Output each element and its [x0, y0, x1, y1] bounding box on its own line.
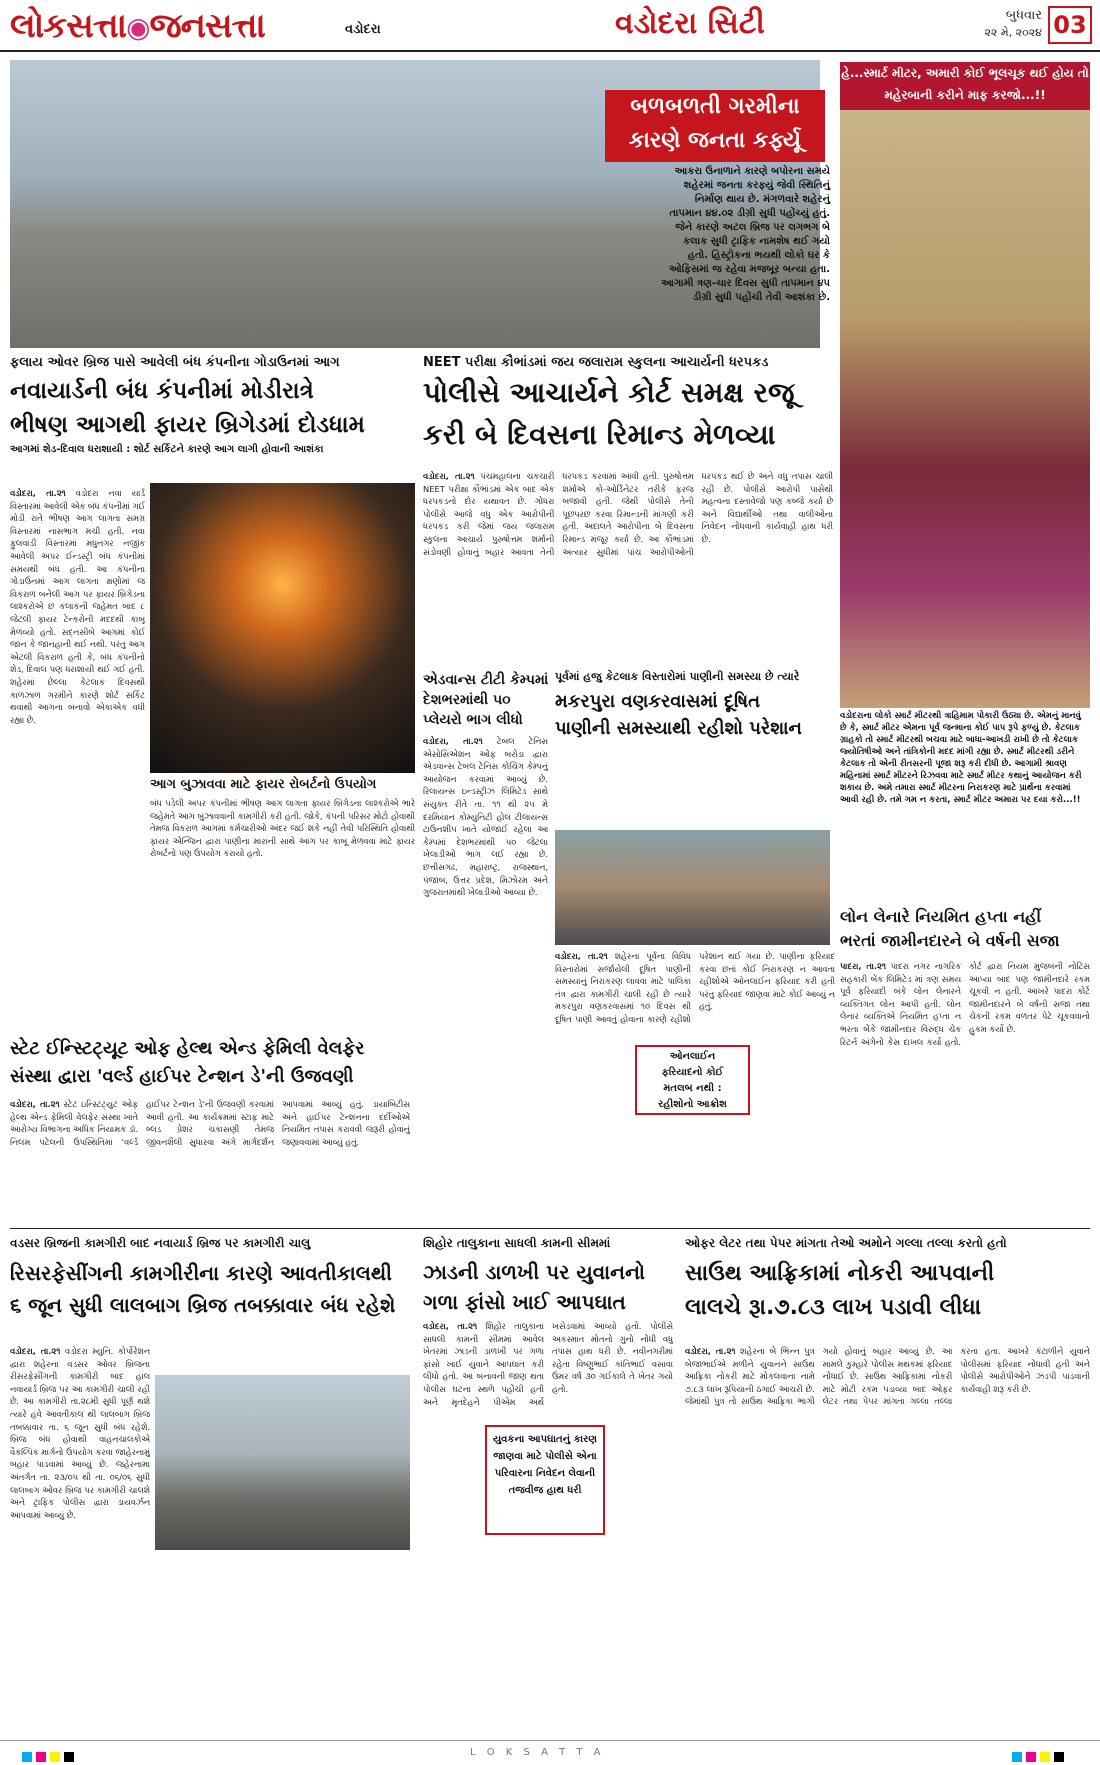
tt-headline: એડવાન્સ ટીટી કેમ્પમાં દેશભરમાંથી ૫૦ પ્લેયરો ભાગ લીધો [423, 672, 549, 728]
health-headline: સ્ટેટ ઈન્સ્ટિટ્યૂટ ઓફ હેલ્થ એન્ડ ફેમિલી વેલફેર સંસ્થા દ્વારા 'વર્લ્ડ હાઈપર ટેન્શન ડે'ની ઉજવણી [10, 1038, 365, 1087]
pin-icon: ◉ [126, 11, 150, 44]
water-headline: મકરપુરા વણકરવાસમાં દૂષિત પાણીની સમસ્યાથી રહીશો પરેશાન [555, 691, 802, 739]
water-box: ઓનલાઈન ફરિયાદનો કોઈ મતલબ નથી : રહીશોનો આક્રોશ [635, 1045, 750, 1115]
woman-praying-photo [840, 110, 1090, 708]
water-article [555, 670, 835, 742]
color-registration-left [20, 1747, 76, 1765]
issue-date: ૨૨ મે, ૨૦૨૪ [984, 26, 1042, 39]
africa-body: વડોદરા, તા.૨૧ શહેરના બે ભિન્ન પુત્ર બેજાભાઈએ મળીને યુવાનને સાઉથ આફ્રિકા નોકરી માટે મોકલવાના નામે ૭.૮૩ લાખ રૂપિયાની ઠગાઈ આચરી છે. જેમાંથી પુત્ર તો સાઉથ આફ્રિકા ભાગી ગયો હોવાનું બહાર આવ્યું છે. આ મામલે કુમ્હારે પોલીસ મથકમાં ફરિયાદ નોંધાઈ છે. સાઉથ આફ્રિકામાં નોકરી માટે મોટી રકમ પડાવ્યા બાદ ઓફર લેટર તથા પેપર માંગતા ગલ્લા તલ્લા કરતા હતા. આખરે કંટાળીને યુવાને પોલીસમાં ફરિયાદ નોંધાવી હતી અને પોલીસે આરોપીઓને ઝડપી પાડવાની કાર્યવાહી શરૂ કરી છે. [685, 1346, 1090, 1407]
loan-body: પાદરા, તા.૨૧ પાદરા નગર નાગરિક સહકારી બેંક લિમિટેડ માં ત્રણ સમય પૂર્વ ફરિયાદી બંકે લોન લેનારને વ્યક્તિગત લોન આપી હતી. લોન લેનાર વ્યક્તિએ નિયમિત હપ્તા ન ભરતા બેંકે જામીનદાર વિરુદ્ધ ચેક રિટર્ન અંગેનો કેસ દાખલ કર્યો હતો. કોર્ટ દ્વારા નિયમ મુજબની નોટિસ આપ્યા બાદ પણ જામીનદારે રકમ ચૂકવી ન હતી. આખરે પાદરા કોર્ટે જામીનદારને બે વર્ષની સજા તથા ચેકની રકમ વળતર પેટે ચૂકવવાનો હુકમ કર્યો છે. [840, 961, 1090, 1047]
africa-kicker: ઓફર લેટર તથા પેપર માંગતા તેઓ અમોને ગલ્લા તલ્લા કરતો હતો [685, 1236, 1007, 1250]
suicide-body: વડોદરા, તા.૨૧ શિહોર તાલુકાના સાધલી કામની સીમમાં આવેલ ખેતરમાં ઝાડની ડાળખી પર ગળા ફાંસો ખાઈ યુવાને આપઘાત કરી લીધો હતો. આ બનાવની જાણ થતા પોલીસ ઘટના સ્થળે પહોંચી હતી અને મૃતદેહને પીએમ અર્થે ખસેડવામાં આવ્યો હતો. પોલીસે અકસ્માત મોતનો ગુનો નોંધી વધુ તપાસ હાથ ધરી છે. નવીનગરીમાં રહેતા વિષ્ણુભાઈ કાંતિભાઈ વસાવા ઉંમર વર્ષ ૩૦ ગઈકાલે તે ખેતર ગયો હતો. [423, 1321, 673, 1407]
meter-headline: હે...સ્માર્ટ મીટર, અમારી કોઈ ભૂલચૂક થઈ હોય તો મહેરબાની કરીને માફ કરજો...!! [840, 62, 1090, 110]
africa-article [685, 1236, 1090, 1325]
bridge-article [10, 1236, 415, 1321]
tt-article [423, 670, 558, 730]
africa-headline: સાઉથ આફ્રિકામાં નોકરી આપવાની લાલચે રૂા.૭.૮૩ લાખ પડાવી લીધા [685, 1261, 995, 1320]
tt-body: વડોદરા, તા.૨૧ ટેબલ ટેનિસ એસોસિએશન ઓફ બરોડા દ્વારા એડવાન્સ ટેબલ ટેનિસ કોચિંગ કેમ્પનું આયોજન કરવામાં આવ્યું છે. રિલાયન્સ ઇન્ડસ્ટ્રીઝ લિમિટેડ સાથે સંયુક્ત રીતે તા. ૧૧ થી ૨૫ મે દરમિયાન કોમ્યુનિટી હોલ ટીલાયન્સ ટાઉનશીપ ખાતે યોજાઈ રહેલા આ કેમ્પમાં દેશભરમાંથી ૫૦ જેટલા ખેલાડીઓ ભાગ લઈ રહ્યા છે. છત્તીસગઢ, મહારાષ્ટ્ર, રાજસ્થાન, પંજાબ, ઉત્તર પ્રદેશ, મિઝોરમ અને ગુજરાતમાંથી ખેલાડીઓ આવ્યા છે. [423, 736, 548, 898]
residents-photo [555, 830, 830, 945]
fire-photo-caption: આગ બુઝાવવા માટે ફાયર રોબર્ટનો ઉપયોગ [150, 777, 377, 792]
heat-text: આકરા ઉનાળાને કારણે બપોરના સમયે શહેરમાં જનતા કરફ્યું જેવી સ્થિતિનું નિર્માણ થાય છે. મંગળવારે શહેરનું તાપમાન ૪૪.૦૨ ડીગ્રી સુધી પહોંચ્યું હતું. જેને કારણે અટલ બ્રિજ પર લગભગ બે કલાક સુધી ટ્રાફિક નામશેષ થઈ ગયો હતો. હિસ્ટ્રોકના ભયથી લોકો ઘર કે ઓફિસમાં જ રહેવા મજબૂર બન્યા હતા. આગામી ત્રણ-ચાર દિવસ સુધી તાપમાન ૪૫ ડીગ્રી સુધી પહોંચી તેવી આશંકા છે. [661, 166, 830, 303]
meter-caption: વડોદરાના લોકો સ્માર્ટ મીટરથી ત્રાહિમામ પોકારી ઉઠ્યા છે. એમનું માનવું છે કે, સ્માર્ટ મીટર એમના પૂર્વ જન્માના કોઈ પાપ રૂપે ફળ્યું છે. કેટલાક ગ્રાહકો તો સ્માર્ટ મીટરથી બચવા માટે બાધા-આખડી રાખી છે તો કેટલાક જ્યોતિષીઓ અને તાંત્રિકોની મદદ માંગી રહ્યા છે. સ્માર્ટ મીટરથી ડરીને કેટલાક તો એની રીતસરની પૂજા શરૂ કરી દીધી છે. આગામી શ્રાવણ મહિનામાં સ્માર્ટ મીટરને રિઝવવા માટે સ્માર્ટ મીટર કથાનું આયોજન કરી શકાય છે. અમે તમારા સ્માર્ટ મીટરના નિરાકરણ માટે પ્રાર્થના કરવામાં આવી રહી છે. તમે ગમ ન કરતા, સ્માર્ટ મીટર અમારા પર દયા કરો...!! [840, 711, 1082, 805]
water-body: વડોદરા, તા.૨૧ શહેરના પૂર્વના વિવિધ વિસ્તારોમાં સર્જાયેલી દૂષિત પાણીની સમસ્યાનું નિરાકરણ લાવવા માટે પાલિકા તંત્ર દ્વારા કામગીરી ચાલી રહી છે ત્યારે મકરપુરા વણકરવાસમાં ૧૦ દિવસ થી દૂષિત પાણી આવતું હોવાના કારણે રહીશો પરેશાન થઈ ગયા છે. પાણીના ફરિયાદ કરવા છતાં કોઈ નિરાકરણ ન આવતા રહીશોએ ઓનલાઈન ફરિયાદ કરી હતી પરંતુ ફરિયાદ જાણવા માટે કોઈ આવ્યું ન હતું. [555, 951, 835, 1024]
bridge-body: વડોદરા, તા.૨૧ વડોદરા મ્યુનિ. કોર્પોરેશન દ્વારા શહેરના વડસર ઓવર બ્રિજના રીસરફેસીંગની કામગીરી બાદ હાલ નવાયાર્ડ બ્રિજ પર આ કામગીરી ચાલી રહી છે. આ કામગીરી તા.૨૮મી સુધી પૂર્ણ થશે ત્યારે હવે આવતીકાલ થી લાલબાગ બ્રિજ તબક્કાવાર તા. ૬ જૂન સુધી બંધ રહેશે. બ્રિજ બંધ હોવાથી વાહનચાલકોએ વૈકલ્પિક માર્ગનો ઉપયોગ કરવા જાહેરનામું બહાર પાડવામાં આવ્યું છે. જહેરનામા અંતર્ગત તા. ૨૩/૦૫ થી તા. ૦૬/૦૬ સુધી લાલબાગ ઓવર બ્રિજ પર કામગીરી ચાલશે અને ટ્રાફિક પોલીસ દ્વારા ડાયવર્ઝન આપવામાં આવ્યું છે. [10, 1346, 150, 1520]
issue-day: બુધવાર [1005, 8, 1042, 23]
edition-label: વડોદરા [345, 22, 381, 37]
heat-headline: બળબળતી ગરમીના કારણે જનતા કર્ફ્યૂ [605, 90, 825, 162]
neet-article [423, 355, 833, 456]
fire-subhead: આગમાં શેડ-દિવાલ ધરાશાયી : શોર્ટ સર્કિટને કારણે આગ લાગી હોવાની આશંકા [10, 444, 324, 455]
fire-headline: નવાયાર્ડની બંધ કંપનીમાં મોડીરાત્રે ભીષણ આગથી ફાયર બ્રિગેડમાં દોડધામ [10, 378, 365, 438]
bridge-photo [155, 1375, 410, 1550]
newspaper-logo: લોકસત્તા◉જનસત્તા [10, 6, 265, 46]
suicide-box: યુવકના આપઘાતનું કારણ જાણવા માટે પોલીસે એના પરિવારના નિવેદન લેવાની તજવીજ હાથ ધરી [485, 1425, 605, 1535]
health-article [10, 1035, 410, 1091]
page-number: 03 [1048, 6, 1092, 44]
fire-body: વડોદરા, તા.૨૧ વડોદરા નવા યાર્ડ વિસ્તારમાં આવેલી એક બંધ કંપનીમાં ગઈ મોડી રાતે ભીષણ આગ લાગતા સમગ્ર વિસ્તારમાં નાસભાગ મચી હતી. નવા ફુલવાડી વિસ્તારમાં મધુનગર નજીક આવેલી અપર ઈન્ડસ્ટ્રી બંધ કંપનીમાં સમયથી બંધ હતી. આ કંપનીના ગોડાઉનમાં આગ લાગતા ક્ષણોમાં જ વિકરાળ બનેલી આગ પર ફાયર બ્રિગેડના લાશ્કરોએ છ કલાકની જહેમત બાદ ૮ જેટલી ફાયર ટેન્કરોની મદદથી કાબૂ મેળવ્યો હતો. સદ્નસીબે આગમાં કોઈ જાન કે જાનહાની થઈ નથી. પરંતુ આગ એટલી વિકરાળ હતી કે, બંધ કંપનીનો શેડ, દિવાલ પણ ધરાશાયી થઈ ગઈ હતી. શહેરમાં છેલ્લા કેટલાક દિવસથી કાળઝાળ ગરમીને કારણે શોર્ટ સર્કિટ થવાથી આગના બનાવો એકાએક વધી રહ્યા છે. [10, 488, 145, 725]
suicide-article [423, 1236, 673, 1317]
section-title: વડોદરા સિટી [615, 6, 765, 41]
footer [0, 1740, 1100, 1765]
fire-kicker: ફલાય ઓવર બ્રિજ પાસે આવેલી બંધ કંપનીના ગોડાઉનમાં આગ [10, 355, 340, 370]
masthead [0, 0, 1100, 52]
suicide-kicker: શિહોર તાલુકાના સાધલી કામની સીમમાં [423, 1236, 611, 1250]
fire-photo [150, 483, 415, 773]
fire-article [10, 355, 415, 455]
neet-kicker: NEET પરીક્ષા કૌભાંડમાં જય જલારામ સ્કુલના આચાર્યની ધરપકડ [423, 355, 769, 370]
neet-headline: પોલીસે આચાર્યને કોર્ટ સમક્ષ રજૂ કરી બે દિવસના રિમાન્ડ મેળવ્યા [423, 376, 795, 451]
neet-body: વડોદરા, તા.૨૧ પંચમહાલના ચકચારી NEET પરીક્ષા કૌભાંડમાં એક બાદ એક ધરપકડનો દોર યથાવત છે. ગોધરા પોલીસે આજે વધુ એક આરોપીની ધરપકડ કરી જેમાં જય જલારામ સ્કુલના આચાર્ય પુરુષોત્તમ શર્માની સંડોવણી હોવાનું બહાર આવતા તેની ધરપકડ કરવામાં આવી હતી. પુરુષોત્તમ શર્માએ કો-ઓર્ડિનેટર તરીકે ફરજ બજાવી હતી. જેથી પોલીસે તેની પૂછપરછ કરવા રિમાન્ડની માંગણી કરી હતી. અદાલતે આરોપીના બે દિવસના રિમાન્ડ મંજૂર કર્યા છે. આ કૌભાંડમાં અત્યાર સુધીમાં પાંચ આરોપીઓની ધરપકડ થઈ છે અને વધુ તપાસ ચાલી રહી છે. પોલીસે આરોપી પાસેથી મહત્વના દસ્તાવેજો પણ કબ્જે કર્યા છે અને વિદ્યાર્થીઓ તથા વાલીઓના નિવેદન નોંધવાની કાર્યવાહી હાથ ધરી છે. [423, 471, 833, 557]
fire-body-2: બંધ પડેલી અપર કંપનીમાં ભીષણ આગ લાગતા ફાયર બ્રિગેડના લાશ્કરોએ ભારે જહેમતે આગ બુઝાવવાની કામગીરી કરી હતી. જોકે, કંપની પરિસર મોટો હોવાથી તેમજ વિકરાળ આગમાં કર્મચારીઓ અંદર જઈ શકે નહીં તેવી પરિસ્થિતિ હોવાથી ફાયર એન્જિન દ્વારા પાણીના મારાની સાથે આગ પર કાબૂ મેળવવા માટે ફાયર રોબર્ટનો પણ ઉપયોગ કરાયો હતો. [150, 798, 415, 859]
bridge-kicker: વડસર બ્રિજની કામગીરી બાદ નવાયાર્ડ બ્રિજ પર કામગીરી ચાલુ [10, 1236, 311, 1250]
health-body: વડોદરા, તા.૨૧ સ્ટેટ ઇન્સ્ટિટ્યુટ ઓફ હેલ્થ એન્ડ ફેમિલી વેલફેર સંસ્થા ખાતે આરોગ્ય વિભાગના અધિક નિયામક ડૉ. નિલમ પટેલની ઉપસ્થિતિમાં 'વર્લ્ડ હાઈપર ટેન્શન ડે'ની ઉજવણી કરવામાં આવી હતી. આ કાર્યક્રમમાં સ્ટાફ માટે બ્લડ પ્રેશર ચકાસણી તેમજ જીવનશૈલી સુધારવા અંગે માર્ગદર્શન આપવામાં આવ્યું હતું. ડાયાબિટીસ અને હાઈપર ટેન્શનના દર્દીઓએ નિયમિત તપાસ કરાવવી જરૂરી હોવાનું જણાવવામાં આવ્યું હતું. [10, 1099, 410, 1147]
suicide-headline: ઝાડની ડાળખી પર યુવાનનો ગળા ફાંસો ખાઈ આપઘાત [423, 1260, 645, 1314]
loan-article [840, 905, 1090, 953]
water-kicker: પૂર્વમાં હજુ કેટલાક વિસ્તારોમાં પાણીની સમસ્યા છે ત્યારે [555, 670, 800, 683]
footer-brand: L O K S A T T A [470, 1747, 605, 1758]
divider [10, 1228, 1090, 1229]
bridge-headline: રિસરફેસીંગની કામગીરીના કારણે આવતીકાલથી ૬ જૂન સુધી લાલબાગ બ્રિજ તબક્કાવાર બંધ રહેશે [10, 1261, 396, 1317]
loan-headline: લોન લેનારે નિયમિત હપ્તા નહીં ભરતાં જામીનદારને બે વર્ષની સજા [840, 907, 1060, 950]
color-registration-right [1010, 1747, 1066, 1765]
